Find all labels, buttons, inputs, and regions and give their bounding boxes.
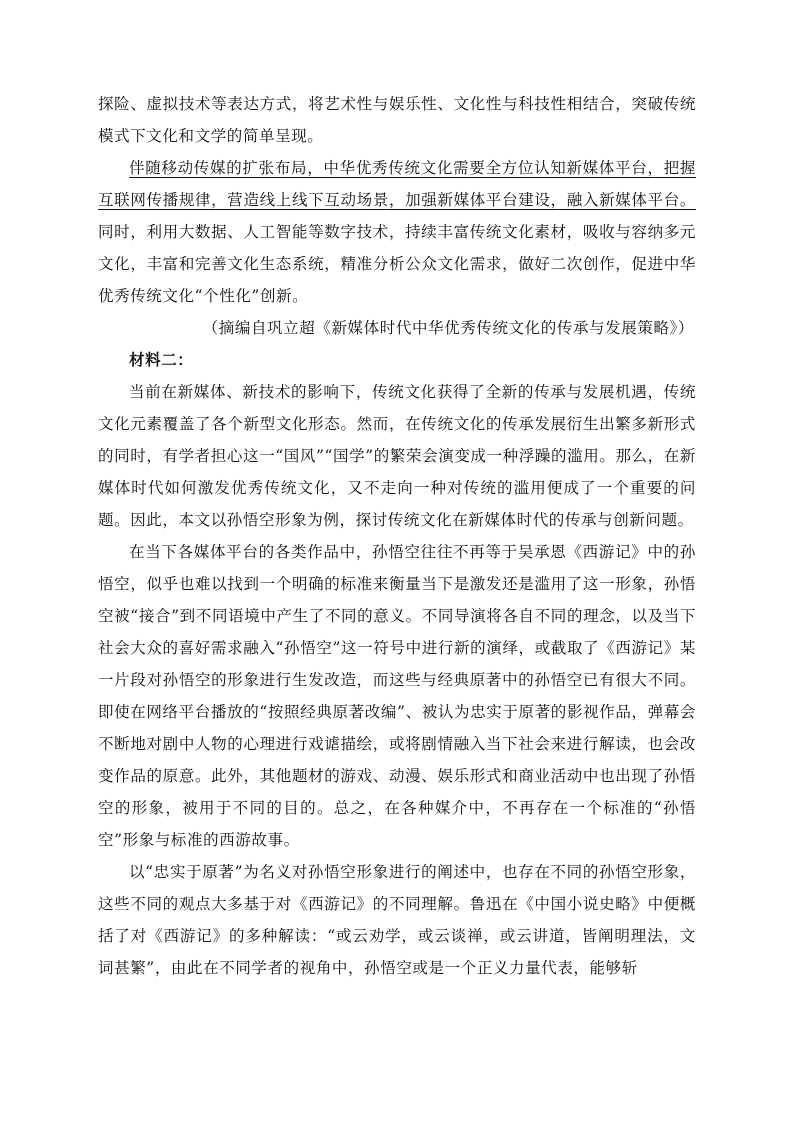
paragraph-remainder: 同时，利用大数据、人工智能等数字技术，持续丰富传统文化素材，吸收与容纳多元文化，丰富和完善文化生态系统，精准分析公众文化需求，做好二次创作，促进中华优秀传统文化“个性化”创新。 bbox=[98, 223, 696, 305]
section-heading-material-two: 材料二： bbox=[129, 351, 194, 369]
source-citation: （摘编自巩立超《新媒体时代中华优秀传统文化的传承与发展策略》） bbox=[202, 319, 694, 337]
underlined-sentence: 伴随移动传媒的扩张布局，中华优秀传统文化需要全方位认知新媒体平台，把握互联网传播规律，营造线上线下互动场景，加强新媒体平台建设，融入新媒体平台。 bbox=[98, 159, 696, 209]
document-page bbox=[98, 88, 696, 984]
paragraph-intro: 当前在新媒体、新技术的影响下，传统文化获得了全新的传承与发展机遇，传统文化元素覆盖了各个新型文化形态。然而，在传统文化的传承发展衍生出繁多新形式的同时，有学者担心这一“国风”“国学”的繁荣会演变成一种浮躁的滥用。那么，在新媒体时代如何激发优秀传统文化，又不走向一种对传统的滥用便成了一个重要的问题。因此，本文以孙悟空形象为例，探讨传统文化在新媒体时代的传承与创新问题。 bbox=[98, 383, 696, 529]
paragraph-wukong-interpretations: 以“忠实于原著”为名义对孙悟空形象进行的阐述中，也存在不同的孙悟空形象，这些不同的观点大多基于对《西游记》的不同理解。鲁迅在《中国小说史略》中便概括了对《西游记》的多种解读：“或云劝学，或云谈禅，或云讲道，皆阐明理法，文词甚繁”，由此在不同学者的视角中，孙悟空或是一个正义力量代表，能够斩 bbox=[98, 863, 696, 977]
paragraph-wukong-media: 在当下各媒体平台的各类作品中，孙悟空往往不再等于吴承恩《西游记》中的孙悟空，似乎也难以找到一个明确的标准来衡量当下是激发还是滥用了这一形象，孙悟空被“接合”到不同语境中产生了不同的意义。不同导演将各自不同的理念，以及当下社会大众的喜好需求融入“孙悟空”这一符号中进行新的演绎，或截取了《西游记》某一片段对孙悟空的形象进行生发改造，而这些与经典原著中的孙悟空已有很大不同。即使在网络平台播放的“按照经典原著改编”、被认为忠实于原著的影视作品，弹幕会不断地对剧中人物的心理进行戏谑描绘，或将剧情融入当下社会来进行解读，也会改变作品的原意。此外，其他题材的游戏、动漫、娱乐形式和商业活动中也出现了孙悟空的形象，被用于不同的目的。总之，在各种媒介中，不再存在一个标准的“孙悟空”形象与标准的西游故事。 bbox=[98, 543, 696, 849]
paragraph-key-sentence bbox=[98, 152, 696, 312]
paragraph-continuation: 探险、虚拟技术等表达方式，将艺术性与娱乐性、文化性与科技性相结合，突破传统模式下文化和文学的简单呈现。 bbox=[98, 95, 696, 145]
